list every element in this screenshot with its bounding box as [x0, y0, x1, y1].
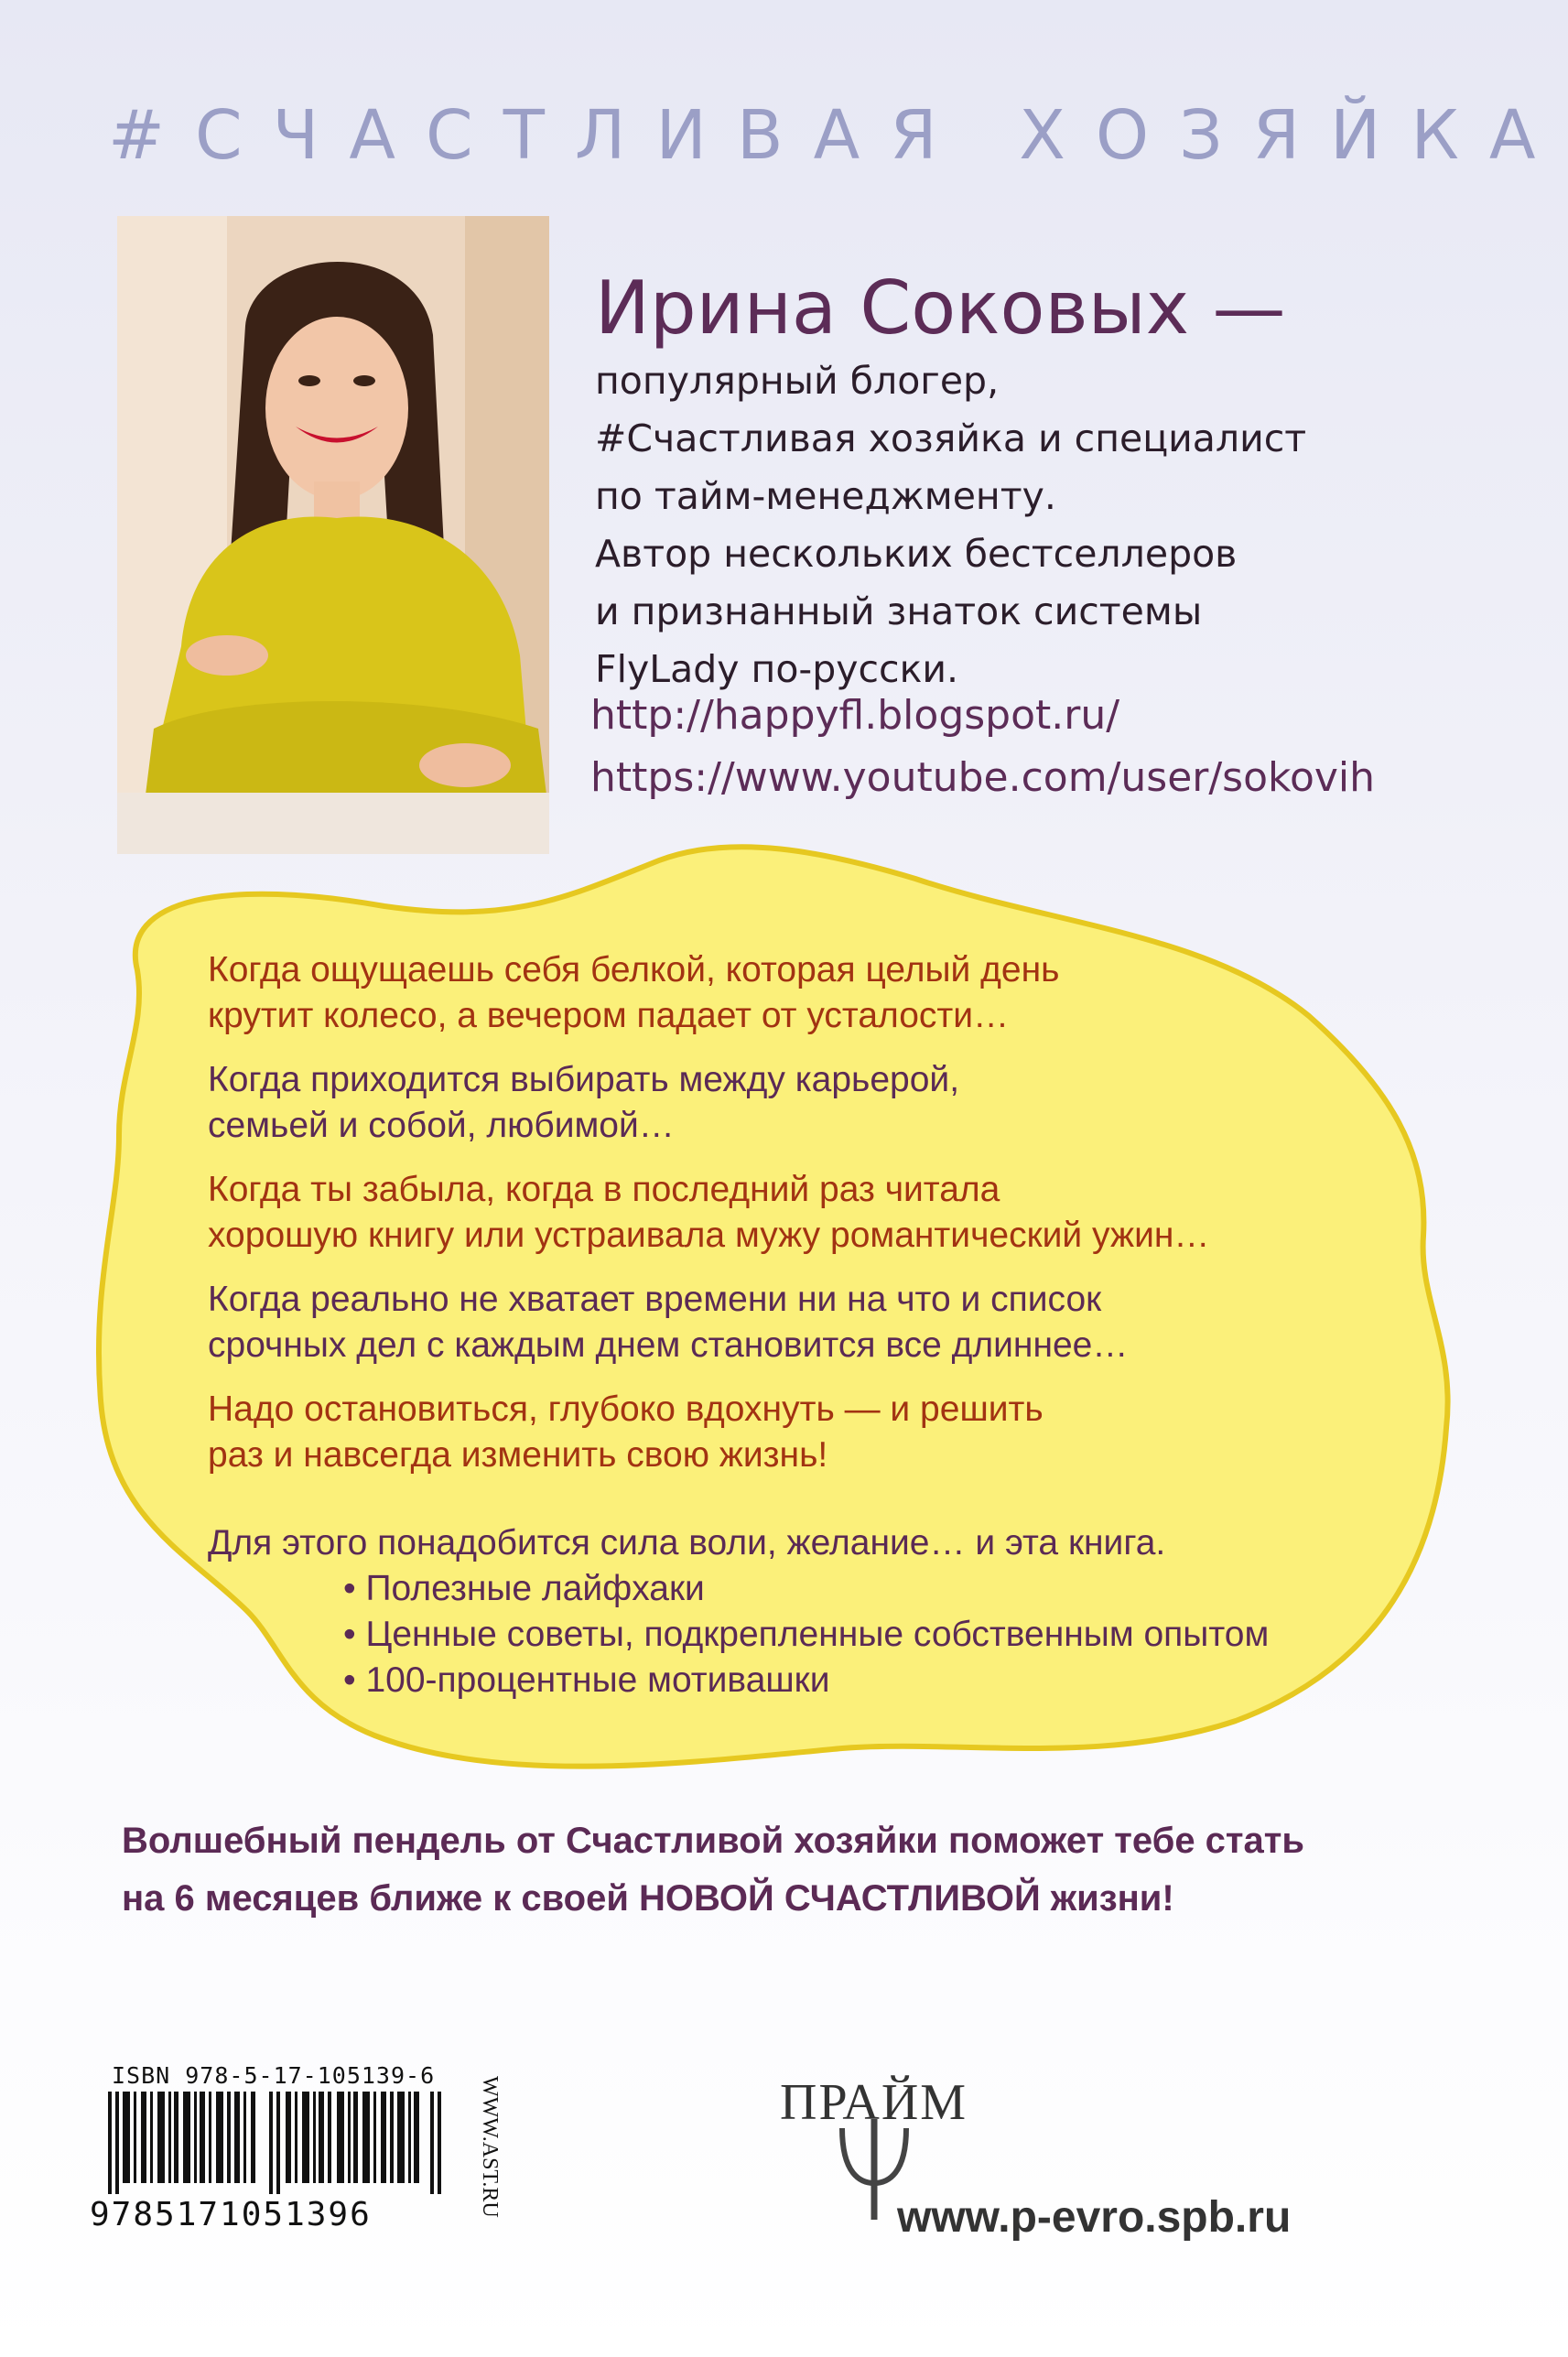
publisher-logo-text: ПРАЙМ: [780, 2074, 968, 2131]
blurb-paragraph: [208, 1387, 1269, 1478]
publisher-url[interactable]: www.p-evro.spb.ru: [897, 2193, 1292, 2242]
tagline-line: Волшебный пендель от Счастливой хозяйки поможет тебе стать: [122, 1821, 1304, 1861]
blurb-line: крутит колесо, а вечером падает от усталости…: [208, 996, 1010, 1035]
blog-link[interactable]: http://happyfl.blogspot.ru/: [590, 692, 1120, 739]
isbn-label: ISBN 978-5-17-105139-6: [112, 2062, 436, 2089]
blurb-line: Когда ощущаешь себя белкой, которая целый день: [208, 950, 1060, 989]
youtube-link[interactable]: https://www.youtube.com/user/sokovih: [590, 754, 1376, 801]
bullet-item: • 100-процентные мотивашки: [343, 1660, 830, 1700]
blurb-closing: [208, 1520, 1269, 1703]
tagline-line: на 6 месяцев ближе к своей НОВОЙ СЧАСТЛИВОЙ жизни!: [122, 1878, 1174, 1919]
blurb: [208, 947, 1269, 1703]
blurb-line: Когда приходится выбирать между карьерой,: [208, 1060, 960, 1099]
blurb-paragraph: [208, 1167, 1269, 1259]
blurb-line: Когда реально не хватает времени ни на что и список: [208, 1280, 1102, 1319]
blurb-paragraph: [208, 1057, 1269, 1149]
series-hashtag: #СЧАСТЛИВАЯ ХОЗЯЙКА: [108, 96, 1566, 175]
blurb-line: хорошую книгу или устраивала мужу романтический ужин…: [208, 1216, 1210, 1255]
bio-line: по тайм-менеджменту.: [595, 474, 1056, 518]
bio-line: и признанный знаток системы: [595, 589, 1203, 633]
bullet-item: • Ценные советы, подкрепленные собственным опытом: [343, 1615, 1270, 1654]
barcode: [108, 2092, 447, 2194]
publisher-site-vertical: [474, 2076, 502, 2273]
blurb-paragraph: [208, 947, 1269, 1039]
barcode-digits: 9785171051396: [90, 2196, 372, 2233]
blurb-line: семьей и собой, любимой…: [208, 1106, 675, 1145]
ast-site-text: WWW.AST.RU: [478, 2076, 502, 2218]
tagline: [122, 1812, 1304, 1928]
bullet-item: • Полезные лайфхаки: [343, 1569, 705, 1608]
blurb-line: Когда ты забыла, когда в последний раз читала: [208, 1170, 1000, 1209]
bio-line: #Счастливая хозяйка и специалист: [595, 416, 1307, 460]
author-name: Ирина Соковых —: [595, 265, 1286, 351]
bio-line: Автор нескольких бестселлеров: [595, 532, 1238, 576]
bio-line: FlyLady по-русски.: [595, 647, 959, 691]
closing-intro: Для этого понадобится сила воли, желание… и эта книга.: [208, 1523, 1166, 1562]
blurb-line: срочных дел с каждым днем становится все длиннее…: [208, 1325, 1129, 1365]
bio-line: популярный блогер,: [595, 359, 1000, 403]
blurb-line: Надо остановиться, глубоко вдохнуть — и решить: [208, 1389, 1044, 1429]
blurb-line: раз и навсегда изменить свою жизнь!: [208, 1435, 828, 1475]
blurb-paragraph: [208, 1277, 1269, 1368]
